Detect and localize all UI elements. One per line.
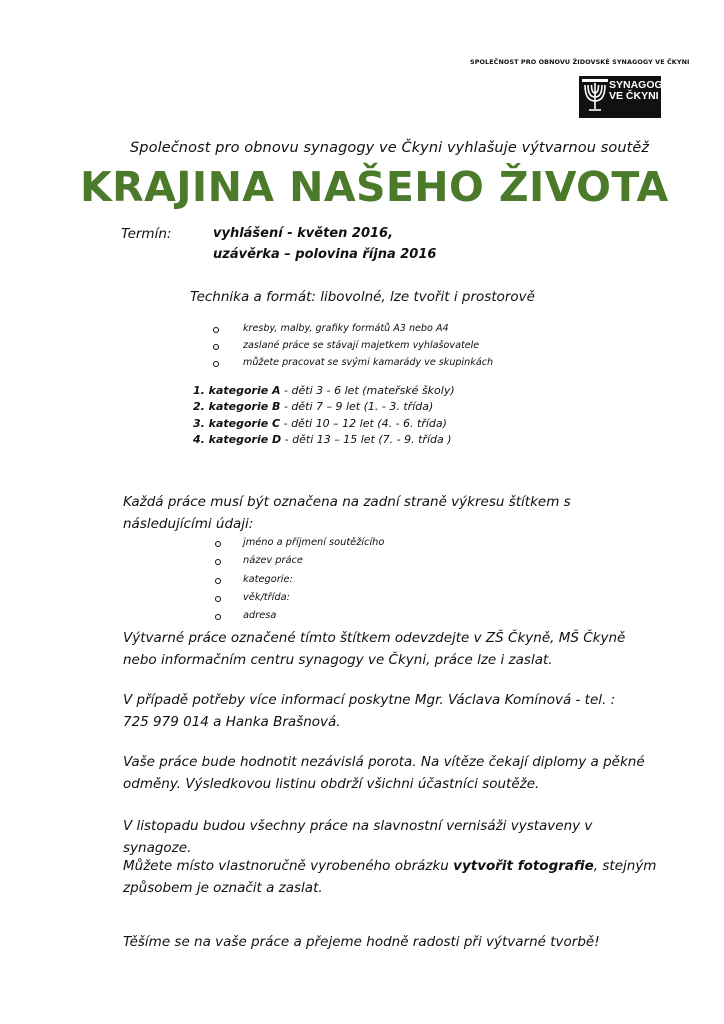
- list-item: jméno a příjmení soutěžícího: [215, 537, 384, 555]
- technique-bullet-list: [213, 323, 493, 374]
- term-deadline: uzávěrka – polovina října 2016: [213, 247, 437, 262]
- category-item: [193, 417, 455, 433]
- list-item: zaslané práce se stávají majetkem vyhlašovatele: [213, 340, 493, 357]
- list-item: věk/třída:: [215, 592, 384, 610]
- term-label: Termín:: [121, 226, 172, 242]
- category-name: 4. kategorie D: [193, 432, 282, 446]
- contact-info: V případě potřeby více informací poskytne Mgr. Václava Komínová - tel. : 725 979 014 a Hanka Brašnová.: [123, 692, 616, 730]
- technique-format: Technika a formát: libovolné, lze tvořit i prostorově: [190, 289, 535, 305]
- logo-line-1: SYNAGOGA: [609, 79, 671, 91]
- photo-info: [123, 856, 663, 899]
- organization-name: SPOLEČNOST PRO OBNOVU ŽIDOVSKÉ SYNAGOGY VE ČKYNI: [470, 58, 690, 66]
- category-desc: - děti 3 - 6 let (mateřské školy): [280, 384, 455, 397]
- list-item: kategorie:: [215, 574, 384, 592]
- logo-line-2: VE ČKYNI: [609, 90, 659, 102]
- photo-text-before: Můžete místo vlastnoručně vyrobeného obrázku: [123, 858, 454, 874]
- category-name: 3. kategorie C: [193, 416, 281, 430]
- photo-text-bold: vytvořit fotografie: [453, 858, 594, 874]
- photo-text-after: , stejným způsobem je označit a zaslat.: [123, 858, 657, 896]
- category-desc: - děti 13 – 15 let (7. - 9. třída ): [281, 432, 452, 446]
- category-item: [193, 384, 455, 400]
- list-item: kresby, malby, grafiky formátů A3 nebo A4: [213, 323, 493, 340]
- announcement: Společnost pro obnovu synagogy ve Čkyni vyhlašuje výtvarnou soutěž: [130, 140, 650, 156]
- category-name: 1. kategorie A: [193, 384, 281, 397]
- category-item: [193, 400, 455, 416]
- jury-info: Vaše práce bude hodnotit nezávislá porota. Na vítěze čekají diplomy a pěkné odměny. Výsledkovou listinu obdrží všichni účastníci soutěže.: [123, 754, 645, 792]
- list-item: můžete pracovat se svými kamarády ve skupinkách: [213, 357, 493, 374]
- list-item: adresa: [215, 610, 384, 628]
- menorah-icon: [582, 79, 608, 115]
- category-item: [193, 433, 455, 449]
- category-name: 2. kategorie B: [193, 400, 281, 414]
- category-list: [193, 384, 455, 449]
- page-title: KRAJINA NAŠEHO ŽIVOTA: [80, 163, 669, 211]
- term-announcement: vyhlášení - květen 2016,: [213, 226, 394, 241]
- exhibition-info: V listopadu budou všechny práce na slavnostní vernisáži vystaveny v synagoze.: [123, 818, 593, 856]
- list-item: název práce: [215, 555, 384, 573]
- label-intro: Každá práce musí být označena na zadní straně výkresu štítkem s následujícími údaji:: [123, 494, 571, 532]
- synagogue-logo: [579, 76, 671, 118]
- category-desc: - děti 10 – 12 let (4. - 6. třída): [280, 416, 447, 430]
- label-field-list: [215, 537, 384, 628]
- category-desc: - děti 7 – 9 let (1. - 3. třída): [280, 400, 434, 414]
- closing-line: Těšíme se na vaše práce a přejeme hodně radosti při výtvarné tvorbě!: [123, 934, 600, 950]
- delivery-info: Výtvarné práce označené tímto štítkem odevzdejte v ZŠ Čkyně, MŠ Čkyně nebo informačním centru synagogy ve Čkyni, práce lze i zaslat.: [123, 630, 626, 668]
